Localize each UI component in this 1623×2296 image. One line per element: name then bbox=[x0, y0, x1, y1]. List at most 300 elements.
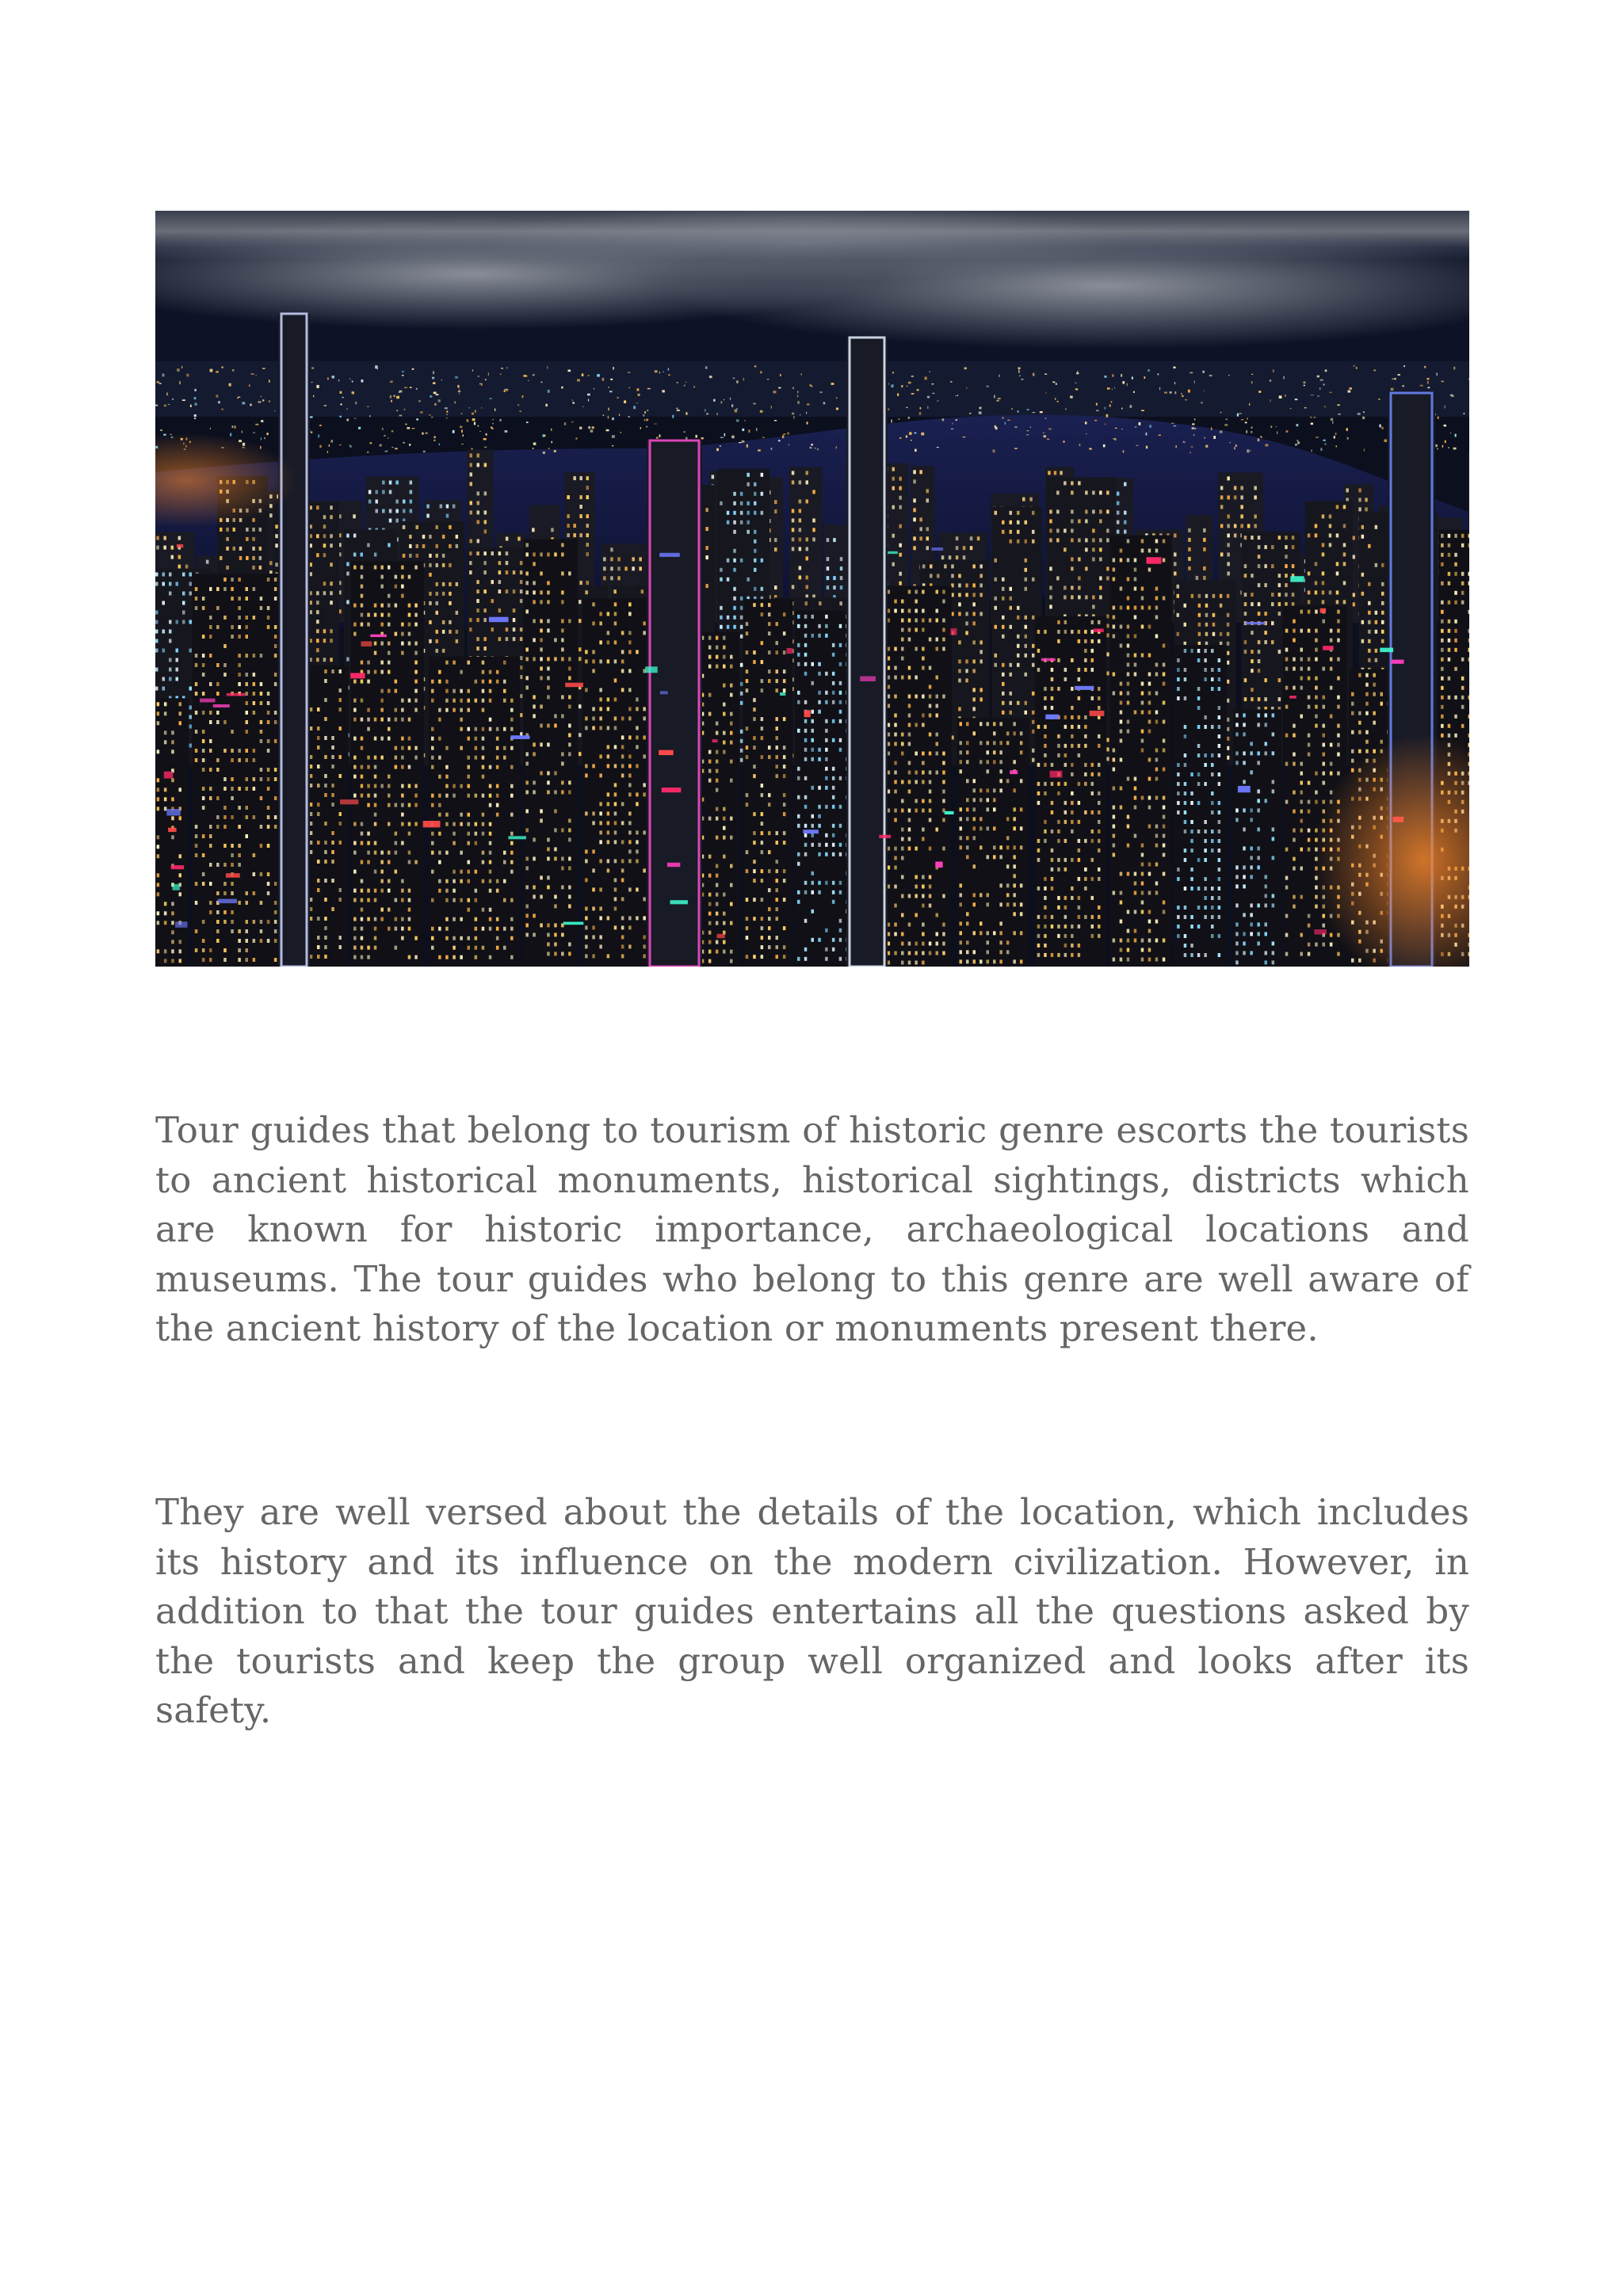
building-window-light bbox=[469, 551, 472, 555]
building-window-light bbox=[958, 602, 961, 606]
building-window-light bbox=[156, 546, 159, 550]
building-window-light bbox=[374, 784, 377, 788]
building-window-light bbox=[253, 958, 256, 962]
far-shore-light bbox=[733, 378, 735, 379]
building-window-light bbox=[1022, 498, 1025, 502]
building-window-light bbox=[403, 554, 406, 558]
far-shore-light bbox=[920, 407, 922, 410]
far-shore-light bbox=[956, 419, 957, 421]
far-shore-light bbox=[1174, 382, 1175, 384]
building-window-light bbox=[438, 879, 441, 883]
building-window-light bbox=[395, 519, 399, 523]
far-shore-light bbox=[1113, 438, 1116, 439]
building-window-light bbox=[520, 599, 523, 603]
far-shore-light bbox=[685, 382, 686, 383]
building-window-light bbox=[376, 500, 379, 504]
far-shore-light bbox=[1356, 367, 1358, 369]
far-shore-light bbox=[1403, 365, 1405, 367]
building-window-light bbox=[436, 630, 439, 634]
building-window-light bbox=[353, 566, 357, 570]
far-shore-light bbox=[742, 441, 744, 443]
building-window-light bbox=[453, 822, 456, 826]
building-window-light bbox=[754, 587, 757, 591]
building-window-light bbox=[561, 543, 564, 547]
building-window-light bbox=[438, 775, 441, 779]
far-shore-light bbox=[811, 386, 813, 387]
building-window-light bbox=[446, 505, 449, 509]
building-window-light bbox=[388, 737, 391, 741]
building-window-light bbox=[972, 688, 976, 692]
far-shore-light bbox=[501, 368, 503, 369]
building-window-light bbox=[323, 553, 327, 557]
building-window-light bbox=[353, 870, 357, 874]
building-window-light bbox=[157, 807, 160, 810]
building-window-light bbox=[253, 682, 256, 686]
far-shore-light bbox=[1021, 379, 1023, 380]
far-shore-light bbox=[1442, 445, 1443, 448]
building-window-light bbox=[274, 939, 277, 943]
building-window-light bbox=[157, 778, 160, 782]
far-shore-light bbox=[807, 421, 808, 424]
far-shore-light bbox=[412, 368, 414, 370]
building-window-light bbox=[1220, 604, 1223, 608]
building-window-light bbox=[231, 815, 234, 819]
far-shore-light bbox=[906, 407, 908, 408]
building-window-light bbox=[733, 530, 736, 534]
far-shore-light bbox=[194, 402, 197, 406]
building-window-light bbox=[1025, 559, 1028, 563]
building-window-light bbox=[754, 492, 757, 496]
building-window-light bbox=[431, 737, 434, 741]
far-shore-light bbox=[331, 440, 334, 442]
building-window-light bbox=[182, 573, 185, 577]
building-window-light bbox=[401, 803, 404, 807]
far-shore-light bbox=[1002, 417, 1004, 418]
building-window-light bbox=[164, 788, 167, 791]
building-window-light bbox=[1002, 673, 1005, 677]
building-window-light bbox=[727, 559, 730, 563]
building-window-light bbox=[510, 699, 514, 703]
building-window-light bbox=[367, 898, 370, 902]
building-window-light bbox=[972, 564, 976, 568]
building-window-light bbox=[956, 536, 959, 540]
far-shore-light bbox=[1052, 382, 1055, 383]
building-window-light bbox=[1010, 663, 1013, 667]
building-window-light bbox=[389, 519, 392, 523]
building-window-light bbox=[164, 797, 167, 801]
far-shore-light bbox=[349, 444, 350, 447]
building-window-light bbox=[799, 518, 802, 522]
building-window-light bbox=[395, 927, 398, 931]
far-shore-light bbox=[705, 366, 708, 368]
building-window-light bbox=[1106, 738, 1109, 742]
far-shore-light bbox=[469, 407, 470, 409]
building-window-light bbox=[367, 955, 370, 959]
building-window-light bbox=[253, 587, 256, 591]
far-shore-light bbox=[1337, 404, 1339, 406]
far-shore-light bbox=[311, 382, 313, 383]
building-window-light bbox=[442, 554, 445, 558]
building-window-light bbox=[460, 708, 463, 712]
building-window-light bbox=[740, 682, 743, 686]
building-window-light bbox=[438, 718, 441, 722]
building-window-light bbox=[503, 661, 506, 665]
building-window-light bbox=[253, 701, 256, 705]
building-window-light bbox=[414, 680, 418, 684]
building-window-light bbox=[740, 597, 743, 601]
building-window-light bbox=[476, 637, 479, 641]
building-window-light bbox=[899, 496, 902, 500]
building-window-light bbox=[1010, 606, 1013, 610]
building-window-light bbox=[431, 794, 434, 798]
building-window-light bbox=[401, 651, 404, 655]
far-shore-light bbox=[329, 444, 330, 447]
building-window-light bbox=[468, 699, 471, 703]
building-window-light bbox=[164, 740, 167, 744]
far-shore-light bbox=[493, 419, 494, 420]
building-window-light bbox=[468, 737, 471, 741]
far-shore-light bbox=[261, 396, 262, 398]
building-window-light bbox=[1177, 594, 1180, 598]
building-window-light bbox=[388, 651, 391, 655]
building-window-light bbox=[361, 775, 364, 779]
building-window-light bbox=[414, 604, 418, 608]
far-shore-light bbox=[327, 451, 328, 453]
far-shore-light bbox=[932, 393, 934, 394]
building-window-light bbox=[162, 582, 166, 586]
building-window-light bbox=[489, 832, 492, 836]
building-window-light bbox=[1227, 495, 1230, 499]
building-window-light bbox=[1251, 688, 1254, 692]
building-window-light bbox=[506, 589, 509, 593]
building-window-light bbox=[1254, 486, 1257, 490]
building-window-light bbox=[164, 921, 167, 925]
far-shore-light bbox=[575, 437, 577, 439]
far-shore-light bbox=[384, 435, 386, 436]
building-window-light bbox=[1203, 547, 1206, 551]
building-window-light bbox=[339, 888, 342, 892]
building-window-light bbox=[1010, 521, 1013, 524]
building-window-light bbox=[1244, 564, 1247, 568]
building-window-light bbox=[1017, 654, 1020, 658]
building-window-light bbox=[253, 853, 256, 857]
far-shore-light bbox=[1397, 374, 1400, 376]
far-shore-light bbox=[588, 426, 590, 429]
far-shore-light bbox=[459, 389, 460, 391]
building-window-light bbox=[252, 518, 255, 522]
building-window-light bbox=[380, 870, 384, 874]
building-window-light bbox=[339, 688, 342, 692]
building-window-light bbox=[431, 727, 434, 731]
building-window-light bbox=[1227, 524, 1230, 528]
building-window-light bbox=[754, 482, 757, 486]
far-shore-light bbox=[234, 425, 236, 429]
building-window-light bbox=[1002, 701, 1005, 705]
building-window-light bbox=[209, 682, 212, 686]
building-window-light bbox=[361, 594, 364, 598]
building-window-light bbox=[169, 582, 172, 586]
building-window-light bbox=[1271, 564, 1274, 568]
building-window-light bbox=[1381, 620, 1384, 624]
building-window-light bbox=[468, 784, 471, 788]
building-window-light bbox=[965, 593, 968, 597]
building-window-light bbox=[958, 612, 961, 616]
building-window-light bbox=[267, 806, 270, 810]
building-window-light bbox=[1085, 490, 1088, 494]
building-window-light bbox=[195, 606, 198, 610]
building-window-light bbox=[475, 917, 478, 921]
building-window-light bbox=[171, 797, 174, 801]
building-window-light bbox=[367, 784, 370, 788]
building-window-light bbox=[510, 936, 514, 940]
building-window-light bbox=[1285, 593, 1288, 597]
building-window-light bbox=[460, 727, 463, 731]
building-window-light bbox=[157, 702, 160, 706]
far-shore-light bbox=[1234, 447, 1235, 449]
far-shore-light bbox=[1296, 440, 1298, 441]
far-shore-light bbox=[186, 374, 189, 377]
building-window-light bbox=[209, 749, 212, 753]
building-window-light bbox=[1381, 630, 1384, 634]
building-window-light bbox=[1251, 574, 1254, 578]
far-shore-light bbox=[735, 410, 738, 413]
building-window-light bbox=[489, 680, 492, 684]
far-shore-light bbox=[1445, 441, 1446, 443]
building-window-light bbox=[747, 511, 750, 515]
building-window-light bbox=[408, 746, 411, 750]
building-window-light bbox=[259, 547, 262, 551]
building-window-light bbox=[1205, 594, 1209, 598]
building-window-light bbox=[353, 775, 357, 779]
building-window-light bbox=[401, 917, 404, 921]
far-shore-light bbox=[370, 442, 372, 444]
building-window-light bbox=[1025, 673, 1028, 677]
far-shore-light bbox=[533, 443, 537, 445]
building-window-light bbox=[353, 680, 357, 684]
far-shore-light bbox=[1055, 399, 1056, 400]
building-window-light bbox=[579, 619, 582, 623]
building-window-light bbox=[1203, 528, 1206, 532]
building-window-light bbox=[209, 958, 212, 962]
far-shore-light bbox=[995, 425, 996, 428]
building-window-light bbox=[603, 576, 606, 580]
building-window-light bbox=[431, 756, 434, 760]
building-window-light bbox=[408, 851, 411, 855]
building-window-light bbox=[1343, 552, 1346, 556]
building-window-light bbox=[1017, 635, 1020, 639]
building-window-light bbox=[445, 746, 449, 750]
building-window-light bbox=[1343, 543, 1346, 547]
building-window-light bbox=[819, 601, 822, 605]
building-window-light bbox=[720, 578, 723, 582]
building-window-light bbox=[1258, 602, 1261, 606]
building-window-light bbox=[339, 755, 342, 759]
building-window-light bbox=[489, 908, 492, 912]
far-shore-light bbox=[210, 369, 213, 372]
building-window-light bbox=[401, 632, 404, 636]
building-window-light bbox=[408, 927, 411, 931]
building-window-light bbox=[408, 917, 411, 921]
building-window-light bbox=[438, 670, 441, 674]
far-shore-light bbox=[1332, 421, 1333, 424]
building-window-light bbox=[223, 882, 227, 886]
building-window-light bbox=[1177, 632, 1180, 636]
building-window-light bbox=[330, 629, 333, 633]
building-window-light bbox=[624, 566, 628, 570]
building-window-light bbox=[513, 637, 516, 641]
building-window-light bbox=[482, 708, 485, 712]
far-shore-light bbox=[434, 403, 436, 406]
building-window-light bbox=[401, 794, 404, 798]
building-window-light bbox=[209, 587, 212, 591]
building-window-light bbox=[353, 604, 357, 608]
building-window-light bbox=[176, 668, 179, 672]
building-window-light bbox=[361, 765, 364, 769]
far-shore-light bbox=[404, 387, 407, 389]
far-shore-light bbox=[908, 417, 910, 419]
building-window-light bbox=[1099, 538, 1102, 542]
building-window-light bbox=[913, 470, 916, 474]
building-window-light bbox=[438, 803, 441, 807]
building-window-light bbox=[449, 525, 452, 529]
far-shore-light bbox=[194, 414, 197, 417]
building-window-light bbox=[1278, 574, 1281, 578]
building-window-light bbox=[223, 863, 227, 867]
building-window-light bbox=[324, 793, 327, 797]
building-window-light bbox=[899, 505, 902, 509]
building-window-light bbox=[533, 590, 536, 594]
far-shore-light bbox=[915, 449, 917, 452]
far-shore-light bbox=[724, 433, 726, 437]
building-window-light bbox=[705, 584, 708, 588]
far-shore-light bbox=[1105, 423, 1106, 425]
building-window-light bbox=[438, 737, 441, 741]
building-window-light bbox=[489, 917, 492, 921]
building-window-light bbox=[274, 825, 277, 829]
far-shore-light bbox=[238, 397, 241, 398]
building-window-light bbox=[162, 677, 166, 681]
building-window-light bbox=[1056, 490, 1060, 494]
building-window-light bbox=[980, 593, 983, 597]
building-window-light bbox=[1227, 746, 1230, 750]
far-shore-light bbox=[831, 383, 834, 385]
building-window-light bbox=[275, 524, 278, 528]
building-window-light bbox=[1198, 613, 1201, 617]
far-shore-light bbox=[1246, 430, 1247, 433]
building-window-light bbox=[1048, 471, 1051, 475]
building-window-light bbox=[253, 616, 256, 620]
far-shore-light bbox=[472, 418, 475, 421]
building-window-light bbox=[267, 872, 270, 876]
building-window-light bbox=[442, 630, 445, 634]
far-shore-light bbox=[541, 382, 543, 383]
far-shore-light bbox=[230, 433, 231, 437]
building-window-light bbox=[209, 863, 212, 867]
building-window-light bbox=[1336, 590, 1339, 594]
far-shore-light bbox=[1283, 376, 1285, 379]
building-window-light bbox=[579, 533, 582, 537]
far-shore-light bbox=[1442, 381, 1445, 383]
building-window-light bbox=[510, 765, 514, 769]
building-window-light bbox=[431, 689, 434, 693]
building-window-light bbox=[324, 717, 327, 721]
far-shore-light bbox=[685, 412, 687, 415]
building-window-light bbox=[1258, 650, 1261, 654]
building-window-light bbox=[374, 651, 377, 655]
building-window-light bbox=[1343, 600, 1346, 604]
building-window-light bbox=[1227, 756, 1230, 760]
far-shore-light bbox=[1304, 382, 1306, 384]
building-window-light bbox=[1244, 593, 1247, 597]
building-window-light bbox=[1071, 528, 1074, 532]
building-window-light bbox=[253, 891, 256, 895]
building-window-light bbox=[216, 758, 220, 762]
building-window-light bbox=[169, 677, 172, 681]
building-window-light bbox=[401, 623, 404, 627]
far-shore-light bbox=[713, 399, 716, 402]
building-window-light bbox=[157, 892, 160, 896]
building-window-light bbox=[267, 825, 270, 829]
building-window-light bbox=[483, 589, 487, 593]
building-window-light bbox=[395, 481, 399, 485]
building-window-light bbox=[972, 583, 976, 587]
building-window-light bbox=[330, 534, 333, 538]
building-window-light bbox=[899, 572, 902, 576]
building-window-light bbox=[503, 727, 506, 731]
far-shore-light bbox=[1273, 369, 1274, 372]
building-window-light bbox=[195, 654, 198, 658]
far-shore-light bbox=[157, 381, 159, 383]
far-shore-light bbox=[1378, 399, 1380, 400]
building-window-light bbox=[442, 649, 445, 653]
building-window-light bbox=[806, 547, 809, 551]
far-shore-light bbox=[274, 410, 276, 411]
building-window-light bbox=[475, 737, 478, 741]
building-window-light bbox=[958, 593, 961, 597]
building-window-light bbox=[1264, 631, 1267, 635]
building-window-light bbox=[520, 675, 523, 679]
building-window-light bbox=[1010, 530, 1013, 534]
far-shore-light bbox=[1334, 436, 1335, 439]
building-window-light bbox=[489, 889, 492, 893]
building-window-light bbox=[1212, 623, 1216, 627]
building-window-light bbox=[361, 841, 364, 845]
building-window-light bbox=[331, 831, 334, 835]
building-window-light bbox=[1361, 573, 1365, 577]
far-shore-light bbox=[572, 400, 573, 401]
building-window-light bbox=[401, 889, 404, 893]
building-window-light bbox=[498, 561, 502, 565]
building-window-light bbox=[231, 796, 234, 800]
building-window-light bbox=[1099, 595, 1102, 599]
building-window-light bbox=[382, 490, 385, 494]
far-shore-light bbox=[177, 368, 180, 372]
building-window-light bbox=[453, 784, 456, 788]
far-shore-light bbox=[561, 387, 563, 389]
building-window-light bbox=[639, 557, 642, 561]
far-shore-light bbox=[533, 374, 535, 376]
far-shore-light bbox=[836, 408, 838, 410]
building-window-light bbox=[951, 564, 954, 568]
building-window-light bbox=[239, 556, 242, 560]
far-shore-light bbox=[179, 381, 181, 384]
far-shore-light bbox=[1174, 391, 1176, 394]
building-window-light bbox=[274, 654, 277, 658]
building-window-light bbox=[171, 749, 174, 753]
far-shore-light bbox=[1373, 370, 1376, 372]
far-shore-light bbox=[793, 416, 794, 418]
building-window-light bbox=[157, 854, 160, 858]
